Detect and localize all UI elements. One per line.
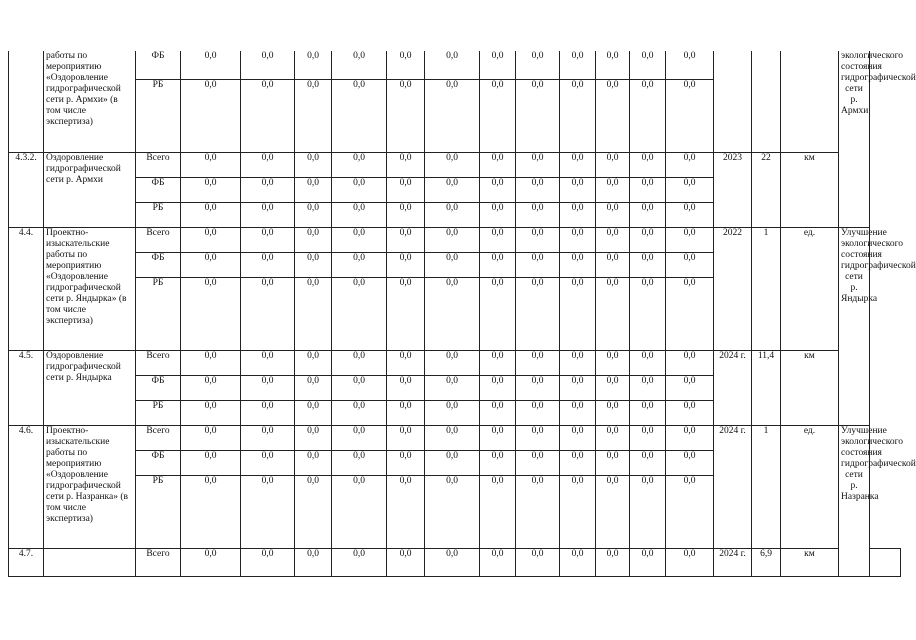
completion-year: 2023	[714, 152, 752, 227]
funding-value: 0,0	[332, 450, 387, 475]
funding-value: 0,0	[241, 475, 295, 548]
expected-result: Улучшение экологического состояния гидрографической сети р. Яндырка	[839, 227, 870, 425]
funding-value: 0,0	[516, 177, 560, 202]
funding-value: 0,0	[241, 227, 295, 252]
funding-source: ФБ	[136, 450, 181, 475]
funding-value: 0,0	[295, 277, 332, 350]
funding-value: 0,0	[630, 450, 666, 475]
funding-value: 0,0	[332, 400, 387, 425]
table-row	[9, 548, 901, 576]
completion-year: 2024 г.	[714, 425, 752, 548]
measure-name: Оздоровление гидрографической сети р. Армхи	[44, 152, 136, 227]
funding-source: РБ	[136, 475, 181, 548]
funding-value: 0,0	[181, 475, 241, 548]
funding-value: 0,0	[295, 375, 332, 400]
funding-value: 0,0	[596, 79, 630, 152]
expected-result: Улучшение экологического состояния гидрографической сети р. Назранка	[839, 425, 870, 576]
funding-value: 0,0	[630, 425, 666, 450]
funding-value: 0,0	[560, 79, 596, 152]
funding-value: 0,0	[560, 400, 596, 425]
funding-value: 0,0	[666, 277, 714, 350]
indicator-unit: ед.	[781, 227, 839, 350]
funding-value: 0,0	[516, 375, 560, 400]
funding-value: 0,0	[425, 227, 480, 252]
indicator-unit: км	[781, 152, 839, 227]
indicator-quantity: 1	[752, 425, 781, 548]
funding-value: 0,0	[666, 252, 714, 277]
funding-value: 0,0	[425, 177, 480, 202]
funding-value: 0,0	[596, 177, 630, 202]
funding-value: 0,0	[516, 202, 560, 227]
funding-source: Всего	[136, 548, 181, 576]
funding-value: 0,0	[666, 548, 714, 576]
funding-value: 0,0	[516, 400, 560, 425]
funding-value: 0,0	[425, 252, 480, 277]
indicator-unit: км	[781, 350, 839, 425]
funding-value: 0,0	[332, 152, 387, 177]
funding-source: РБ	[136, 202, 181, 227]
funding-value: 0,0	[332, 350, 387, 375]
funding-value: 0,0	[181, 51, 241, 79]
funding-value: 0,0	[387, 548, 425, 576]
funding-value: 0,0	[630, 79, 666, 152]
funding-source: ФБ	[136, 375, 181, 400]
funding-value: 0,0	[332, 79, 387, 152]
funding-value: 0,0	[241, 51, 295, 79]
funding-value: 0,0	[630, 177, 666, 202]
funding-value: 0,0	[332, 227, 387, 252]
funding-value: 0,0	[332, 425, 387, 450]
funding-value: 0,0	[295, 425, 332, 450]
funding-value: 0,0	[596, 450, 630, 475]
funding-value: 0,0	[480, 475, 516, 548]
funding-value: 0,0	[480, 425, 516, 450]
funding-value: 0,0	[666, 375, 714, 400]
funding-value: 0,0	[425, 548, 480, 576]
funding-value: 0,0	[666, 51, 714, 79]
row-number	[9, 51, 44, 152]
funding-value: 0,0	[425, 51, 480, 79]
funding-value: 0,0	[241, 152, 295, 177]
funding-value: 0,0	[387, 450, 425, 475]
funding-value: 0,0	[666, 202, 714, 227]
funding-value: 0,0	[181, 277, 241, 350]
funding-value: 0,0	[387, 400, 425, 425]
funding-value: 0,0	[241, 375, 295, 400]
funding-value: 0,0	[241, 277, 295, 350]
table-row	[9, 152, 901, 177]
funding-source: Всего	[136, 350, 181, 375]
funding-source: РБ	[136, 400, 181, 425]
funding-value: 0,0	[630, 375, 666, 400]
funding-value: 0,0	[630, 227, 666, 252]
funding-value: 0,0	[666, 450, 714, 475]
funding-value: 0,0	[387, 252, 425, 277]
funding-value: 0,0	[387, 350, 425, 375]
funding-value: 0,0	[516, 227, 560, 252]
funding-source: Всего	[136, 152, 181, 177]
funding-value: 0,0	[241, 202, 295, 227]
funding-source: РБ	[136, 79, 181, 152]
funding-value: 0,0	[181, 450, 241, 475]
funding-value: 0,0	[480, 79, 516, 152]
funding-value: 0,0	[560, 350, 596, 375]
funding-value: 0,0	[425, 79, 480, 152]
funding-source: ФБ	[136, 177, 181, 202]
funding-value: 0,0	[241, 400, 295, 425]
funding-value: 0,0	[630, 51, 666, 79]
row-number: 4.6.	[9, 425, 44, 548]
funding-value: 0,0	[241, 79, 295, 152]
funding-value: 0,0	[181, 375, 241, 400]
funding-value: 0,0	[630, 350, 666, 375]
program-table	[8, 51, 916, 577]
funding-value: 0,0	[425, 202, 480, 227]
funding-value: 0,0	[332, 202, 387, 227]
funding-value: 0,0	[560, 425, 596, 450]
funding-value: 0,0	[560, 227, 596, 252]
indicator-quantity: 6,9	[752, 548, 781, 576]
funding-value: 0,0	[295, 51, 332, 79]
funding-source: Всего	[136, 227, 181, 252]
funding-value: 0,0	[666, 425, 714, 450]
funding-value: 0,0	[295, 202, 332, 227]
funding-value: 0,0	[560, 375, 596, 400]
funding-value: 0,0	[425, 375, 480, 400]
funding-value: 0,0	[387, 51, 425, 79]
funding-value: 0,0	[630, 152, 666, 177]
expected-result: экологического состояния гидрографической сети р. Армхи	[839, 51, 870, 227]
funding-value: 0,0	[480, 450, 516, 475]
funding-value: 0,0	[630, 548, 666, 576]
funding-value: 0,0	[596, 277, 630, 350]
funding-value: 0,0	[387, 202, 425, 227]
row-number: 4.5.	[9, 350, 44, 425]
funding-value: 0,0	[560, 202, 596, 227]
funding-value: 0,0	[241, 177, 295, 202]
funding-value: 0,0	[332, 51, 387, 79]
funding-value: 0,0	[480, 277, 516, 350]
funding-value: 0,0	[560, 252, 596, 277]
funding-value: 0,0	[425, 152, 480, 177]
funding-value: 0,0	[480, 548, 516, 576]
completion-year: 2022	[714, 227, 752, 350]
funding-value: 0,0	[241, 425, 295, 450]
funding-value: 0,0	[241, 252, 295, 277]
funding-value: 0,0	[560, 51, 596, 79]
funding-value: 0,0	[516, 79, 560, 152]
measure-name: Проектно-изыскательские работы по мероприятию «Оздоровление гидрографической сети р. Назранка» (в том числе экспертиза)	[44, 425, 136, 548]
funding-value: 0,0	[387, 152, 425, 177]
funding-value: 0,0	[295, 79, 332, 152]
funding-value: 0,0	[387, 375, 425, 400]
funding-value: 0,0	[295, 350, 332, 375]
funding-value: 0,0	[425, 277, 480, 350]
funding-value: 0,0	[596, 152, 630, 177]
funding-value: 0,0	[295, 227, 332, 252]
funding-value: 0,0	[387, 227, 425, 252]
funding-value: 0,0	[480, 400, 516, 425]
measure-name: Оздоровление гидрографической сети р. Яндырка	[44, 350, 136, 425]
funding-value: 0,0	[295, 252, 332, 277]
funding-value: 0,0	[560, 450, 596, 475]
funding-source: РБ	[136, 277, 181, 350]
funding-value: 0,0	[387, 425, 425, 450]
funding-source: ФБ	[136, 252, 181, 277]
funding-value: 0,0	[480, 375, 516, 400]
funding-value: 0,0	[596, 51, 630, 79]
funding-value: 0,0	[181, 548, 241, 576]
funding-value: 0,0	[516, 277, 560, 350]
table-row	[9, 350, 901, 375]
funding-value: 0,0	[596, 375, 630, 400]
funding-value: 0,0	[560, 177, 596, 202]
funding-value: 0,0	[666, 177, 714, 202]
funding-value: 0,0	[560, 475, 596, 548]
funding-value: 0,0	[425, 450, 480, 475]
funding-value: 0,0	[480, 51, 516, 79]
row-number: 4.3.2.	[9, 152, 44, 227]
table-row	[9, 425, 901, 450]
funding-value: 0,0	[596, 400, 630, 425]
funding-value: 0,0	[516, 475, 560, 548]
funding-value: 0,0	[516, 252, 560, 277]
measure-name: работы по мероприятию «Оздоровление гидрографической сети р. Армхи» (в том числе экспертиза)	[44, 51, 136, 152]
funding-value: 0,0	[181, 202, 241, 227]
funding-value: 0,0	[295, 400, 332, 425]
funding-value: 0,0	[666, 475, 714, 548]
funding-value: 0,0	[516, 51, 560, 79]
funding-value: 0,0	[480, 152, 516, 177]
funding-value: 0,0	[332, 277, 387, 350]
funding-value: 0,0	[295, 475, 332, 548]
funding-value: 0,0	[630, 475, 666, 548]
funding-value: 0,0	[181, 79, 241, 152]
funding-value: 0,0	[181, 152, 241, 177]
funding-value: 0,0	[516, 350, 560, 375]
row-number: 4.7.	[9, 548, 44, 576]
table-body	[9, 51, 916, 576]
funding-value: 0,0	[425, 425, 480, 450]
row-number: 4.4.	[9, 227, 44, 350]
funding-value: 0,0	[596, 475, 630, 548]
funding-value: 0,0	[332, 475, 387, 548]
funding-value: 0,0	[630, 277, 666, 350]
funding-value: 0,0	[630, 252, 666, 277]
funding-value: 0,0	[181, 252, 241, 277]
funding-value: 0,0	[560, 277, 596, 350]
funding-value: 0,0	[295, 177, 332, 202]
completion-year	[714, 51, 752, 152]
funding-value: 0,0	[480, 350, 516, 375]
funding-value: 0,0	[332, 177, 387, 202]
funding-value: 0,0	[332, 375, 387, 400]
funding-value: 0,0	[666, 350, 714, 375]
funding-source: ФБ	[136, 51, 181, 79]
funding-value: 0,0	[480, 177, 516, 202]
funding-value: 0,0	[387, 177, 425, 202]
measure-name: Проектно-изыскательские работы по мероприятию «Оздоровление гидрографической сети р. Яндырка» (в том числе экспертиза)	[44, 227, 136, 350]
funding-value: 0,0	[596, 548, 630, 576]
completion-year: 2024 г.	[714, 350, 752, 425]
indicator-quantity	[752, 51, 781, 152]
funding-value: 0,0	[596, 202, 630, 227]
funding-value: 0,0	[295, 152, 332, 177]
funding-value: 0,0	[241, 450, 295, 475]
funding-value: 0,0	[630, 202, 666, 227]
funding-value: 0,0	[516, 152, 560, 177]
completion-year: 2024 г.	[714, 548, 752, 576]
funding-value: 0,0	[516, 425, 560, 450]
funding-value: 0,0	[666, 152, 714, 177]
funding-value: 0,0	[666, 227, 714, 252]
funding-value: 0,0	[596, 425, 630, 450]
indicator-unit: ед.	[781, 425, 839, 548]
funding-value: 0,0	[425, 350, 480, 375]
funding-value: 0,0	[630, 400, 666, 425]
funding-value: 0,0	[241, 548, 295, 576]
funding-value: 0,0	[666, 79, 714, 152]
funding-value: 0,0	[560, 152, 596, 177]
funding-value: 0,0	[181, 350, 241, 375]
funding-value: 0,0	[295, 548, 332, 576]
funding-value: 0,0	[425, 400, 480, 425]
funding-value: 0,0	[332, 548, 387, 576]
funding-value: 0,0	[387, 79, 425, 152]
measure-name	[44, 548, 136, 576]
funding-value: 0,0	[480, 202, 516, 227]
funding-value: 0,0	[425, 475, 480, 548]
funding-value: 0,0	[181, 400, 241, 425]
table-row	[9, 51, 901, 79]
funding-value: 0,0	[666, 400, 714, 425]
funding-value: 0,0	[480, 252, 516, 277]
funding-value: 0,0	[181, 227, 241, 252]
funding-value: 0,0	[332, 252, 387, 277]
funding-value: 0,0	[516, 548, 560, 576]
funding-value: 0,0	[560, 548, 596, 576]
funding-value: 0,0	[596, 227, 630, 252]
indicator-unit: км	[781, 548, 839, 576]
funding-value: 0,0	[516, 450, 560, 475]
indicator-quantity: 1	[752, 227, 781, 350]
funding-value: 0,0	[480, 227, 516, 252]
funding-value: 0,0	[181, 177, 241, 202]
table-row	[9, 227, 901, 252]
funding-value: 0,0	[295, 450, 332, 475]
expected-result-empty	[870, 548, 901, 576]
funding-value: 0,0	[387, 277, 425, 350]
indicator-quantity: 11,4	[752, 350, 781, 425]
indicator-quantity: 22	[752, 152, 781, 227]
funding-source: Всего	[136, 425, 181, 450]
funding-value: 0,0	[596, 252, 630, 277]
funding-value: 0,0	[387, 475, 425, 548]
indicator-unit	[781, 51, 839, 152]
funding-value: 0,0	[181, 425, 241, 450]
funding-value: 0,0	[596, 350, 630, 375]
funding-value: 0,0	[241, 350, 295, 375]
